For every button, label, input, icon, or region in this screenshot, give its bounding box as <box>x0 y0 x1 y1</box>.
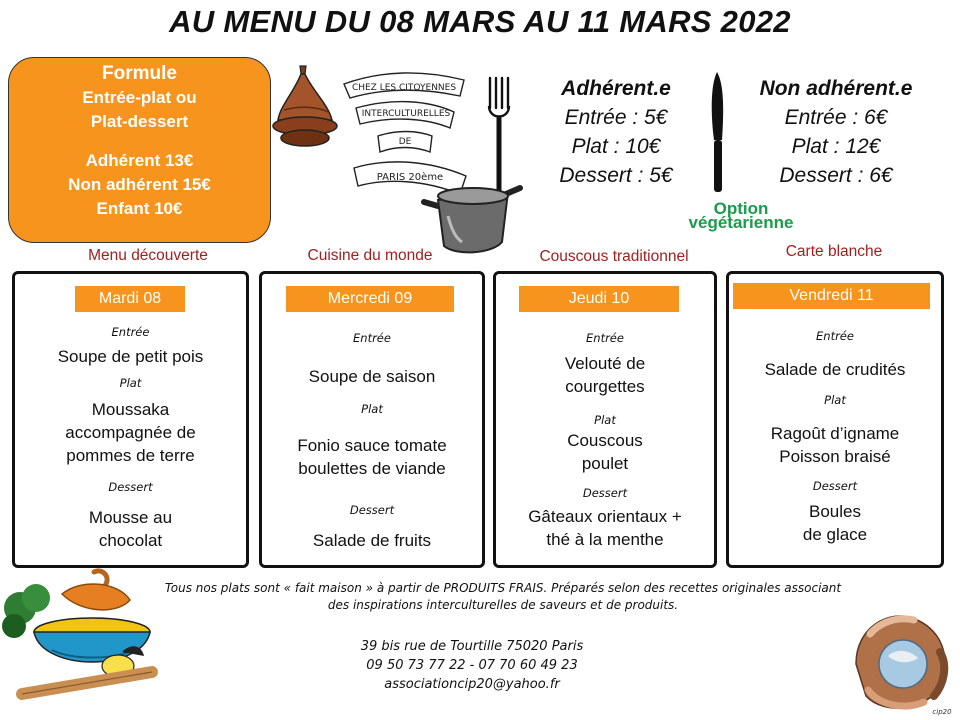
plat-dish <box>496 429 714 475</box>
svg-text:PARIS 20ème: PARIS 20ème <box>376 172 444 183</box>
svg-text:DE: DE <box>398 137 412 147</box>
entree-label: Entrée <box>586 331 624 345</box>
plat-label: Plat <box>361 402 383 416</box>
entree-label: Entrée <box>816 329 854 343</box>
cooking-pot-icon <box>422 176 522 256</box>
non-adherent-prices <box>740 74 932 190</box>
entree-dish <box>262 365 482 388</box>
adherent-plat-price: Plat : 10€ <box>571 135 661 158</box>
adherent-header: Adhérent.e <box>561 77 671 100</box>
entree-label: Entrée <box>353 331 391 345</box>
dish-line: accompagnée de <box>65 423 196 442</box>
dessert-label: Dessert <box>349 503 395 517</box>
dish-line: Boules <box>809 502 861 521</box>
dish-line: Gâteaux orientaux + <box>528 507 682 526</box>
adherent-prices <box>545 74 687 190</box>
dish-line: Soupe de petit pois <box>57 347 204 366</box>
dish-line: Mousse au <box>88 508 173 527</box>
plat-label: Plat <box>594 413 616 427</box>
contact-phones: 09 50 73 77 22 - 07 70 60 49 23 <box>366 658 578 673</box>
vegetarian-option <box>673 199 809 232</box>
formule-price: Adhérent 13€ <box>85 151 194 170</box>
formule-price: Non adhérent 15€ <box>68 175 211 194</box>
entree-label: Entrée <box>111 325 150 339</box>
dish-line: Salade de fruits <box>312 531 432 550</box>
plat-dish <box>729 422 941 468</box>
entree-dish <box>496 352 714 398</box>
day-card-mercredi <box>259 271 485 568</box>
non-adherent-header: Non adhérent.e <box>759 77 913 100</box>
knife-icon <box>708 70 728 195</box>
dish-line: Salade de crudités <box>764 360 906 379</box>
dish-line: pommes de terre <box>66 446 195 465</box>
dish-line: Poisson braisé <box>779 447 891 466</box>
vegetarian-option-line: Option <box>713 199 769 218</box>
dish-line: Moussaka <box>91 400 170 419</box>
theme-label: Couscous traditionnel <box>539 248 689 265</box>
formule-price: Enfant 10€ <box>96 199 183 218</box>
dish-line: courgettes <box>565 377 645 396</box>
dish-line: boulettes de viande <box>298 459 446 478</box>
day-header: Mercredi 09 <box>286 286 454 312</box>
contact-block <box>300 637 644 694</box>
formule-box <box>8 57 271 243</box>
dish-line: Ragoût d’igname <box>770 424 900 443</box>
dessert-label: Dessert <box>582 486 628 500</box>
day-header: Vendredi 11 <box>733 283 930 309</box>
dish-line: Soupe de saison <box>308 367 436 386</box>
hands-circle-logo <box>848 604 958 718</box>
dish-line: poulet <box>581 454 629 473</box>
day-card-jeudi <box>493 271 717 568</box>
plat-dish <box>262 434 482 480</box>
dish-line: de glace <box>802 525 868 544</box>
formule-line: Entrée-plat ou <box>82 88 197 107</box>
non-adherent-dessert-price: Dessert : 6€ <box>779 164 893 187</box>
vegetarian-option-line: végétarienne <box>688 213 794 232</box>
page-title: AU MENU DU 08 MARS AU 11 MARS 2022 <box>169 4 791 39</box>
footer-line: des inspirations interculturelles de saveurs et de produits. <box>327 598 679 612</box>
svg-text:INTERCULTURELLES: INTERCULTURELLES <box>361 109 451 119</box>
plat-dish <box>15 398 246 467</box>
dessert-label: Dessert <box>812 479 858 493</box>
dish-line: thé à la menthe <box>546 530 664 549</box>
dessert-dish <box>496 505 714 551</box>
day-header: Jeudi 10 <box>519 286 679 312</box>
formule-title: Formule <box>102 63 177 84</box>
dessert-dish <box>262 529 482 552</box>
plat-label: Plat <box>824 393 846 407</box>
adherent-dessert-price: Dessert : 5€ <box>559 164 673 187</box>
theme-label: Carte blanche <box>785 243 883 260</box>
dish-line: chocolat <box>98 531 163 550</box>
svg-text:CHEZ LES CITOYENNES: CHEZ LES CITOYENNES <box>351 83 457 93</box>
contact-email[interactable]: associationcip20@yahoo.fr <box>384 677 560 692</box>
footer-note <box>110 580 896 614</box>
entree-dish <box>15 345 246 368</box>
dish-line: Fonio sauce tomate <box>297 436 447 455</box>
non-adherent-entree-price: Entrée : 6€ <box>784 106 888 129</box>
entree-dish <box>729 358 941 381</box>
dish-line: Velouté de <box>564 354 646 373</box>
theme-label: Menu découverte <box>88 247 208 264</box>
formule-line: Plat-dessert <box>90 112 189 131</box>
theme-label: Cuisine du monde <box>307 247 433 264</box>
svg-text:cip20: cip20 <box>932 708 952 716</box>
dish-line: Couscous <box>567 431 643 450</box>
plat-label: Plat <box>119 376 142 390</box>
contact-address: 39 bis rue de Tourtille 75020 Paris <box>360 639 584 654</box>
day-card-vendredi <box>726 271 944 568</box>
dessert-label: Dessert <box>108 480 153 494</box>
non-adherent-plat-price: Plat : 12€ <box>791 135 881 158</box>
adherent-entree-price: Entrée : 5€ <box>564 106 668 129</box>
day-header: Mardi 08 <box>75 286 185 312</box>
dessert-dish <box>729 500 941 546</box>
dessert-dish <box>15 506 246 552</box>
footer-line: Tous nos plats sont « fait maison » à partir de PRODUITS FRAIS. Préparés selon des recettes originales associant <box>164 581 842 595</box>
day-card-mardi <box>12 271 249 568</box>
